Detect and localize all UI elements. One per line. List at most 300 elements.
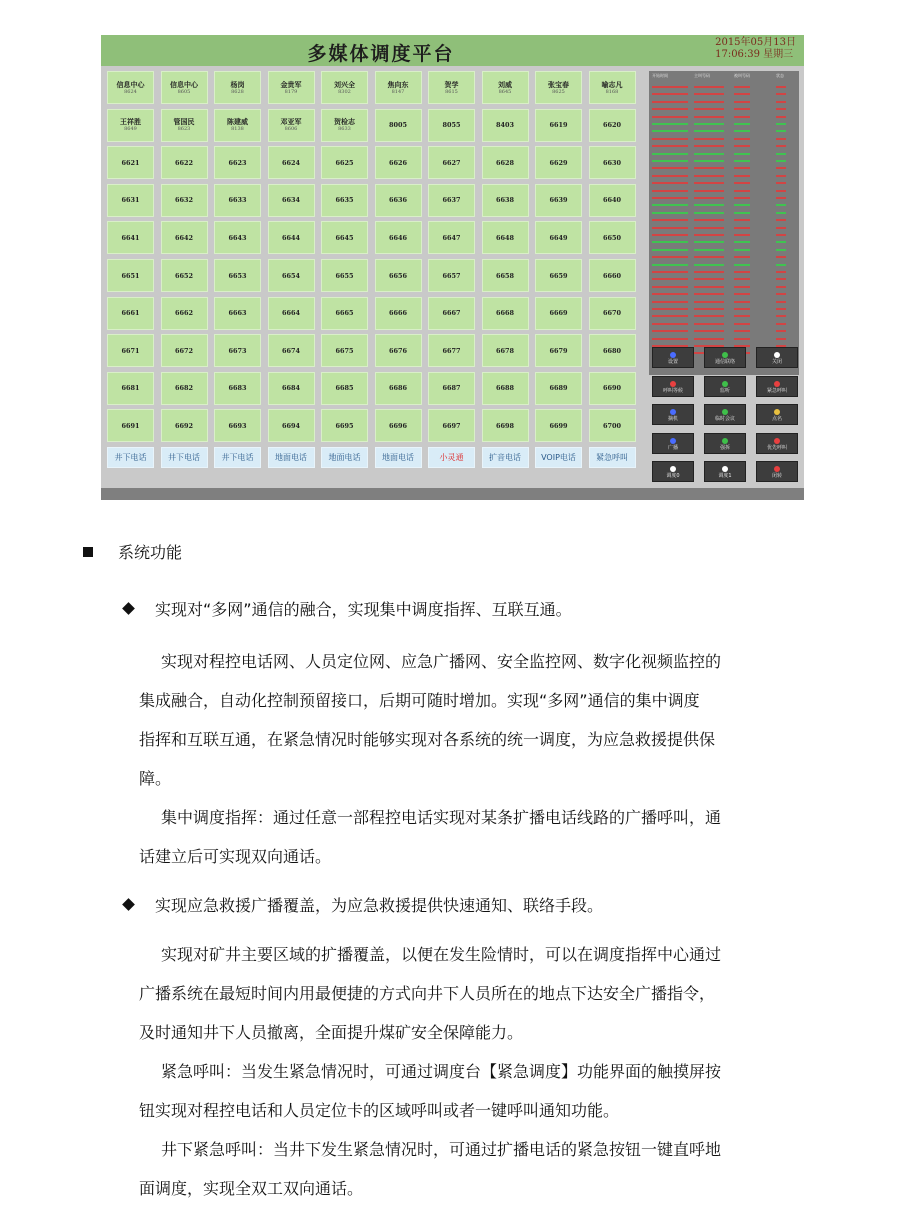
extension-number: 6696 [388,421,408,430]
extension-number: 6651 [121,271,140,280]
extension-button[interactable] [482,409,529,442]
contact-name: 金贵军 [280,79,302,89]
extension-button[interactable] [428,409,475,442]
extension-button[interactable] [482,109,529,142]
paragraph-line: 实现对程控电话网、人员定位网、应急广播网、安全监控网、数字化视频监控的 [161,652,722,671]
paragraph [139,1130,857,1208]
log-col-start: 开始时间 [652,73,668,78]
call-log-cell [776,190,786,192]
call-log-cell [652,175,688,177]
call-log-cell [776,197,786,199]
contact-name: 陈建威 [227,117,248,127]
call-log-cell [694,175,724,177]
phone-type-button[interactable]: VOIP电话 [535,447,582,468]
extension-number: 6687 [442,384,461,393]
extension-button[interactable] [375,297,422,330]
control-button-label: 呼叫等候 [662,387,683,394]
datetime-display [715,37,796,61]
extension-button[interactable] [161,372,208,405]
extension-number: 6691 [121,421,140,430]
paragraph [139,798,857,876]
control-button[interactable] [756,433,798,454]
extension-button[interactable] [321,372,368,405]
call-log-cell [652,138,688,140]
control-button-label: 设置 [667,359,678,365]
extension-button[interactable] [428,184,475,217]
call-log-cell [734,234,750,236]
extension-button[interactable] [268,184,315,217]
call-log-cell [694,123,724,125]
extension-button[interactable] [214,146,261,179]
call-log-cell [652,190,688,192]
call-log-cell [652,249,688,251]
extension-number: 6673 [228,346,247,355]
paragraph-line: 面调度，实现全双工双向通话。 [139,1179,364,1198]
call-log-cell [652,160,688,162]
extension-button[interactable] [589,109,636,142]
paragraph-line: 集成融合，自动化控制预留接口，后期可随时增加。实现“多网”通信的集中调度 [139,691,700,710]
call-log-cell [694,227,724,229]
call-log-cell [776,123,786,125]
call-log-cell [734,93,750,95]
control-button-label: 关闭 [771,359,782,365]
extension-button[interactable] [482,334,529,367]
contact-name: 信息中心 [170,79,198,89]
dispatch-platform-screenshot [101,35,804,500]
extension-button[interactable] [321,334,368,367]
extension-button[interactable] [107,184,154,217]
extension-button[interactable] [214,221,261,254]
indicator-light-icon [670,352,676,358]
paragraph-line: 及时通知井下人员撤离，全面提升煤矿安全保障能力。 [139,1023,524,1042]
call-log-row [652,290,798,297]
contact-button[interactable] [107,109,154,142]
call-log-cell [694,338,724,340]
phone-type-button[interactable]: 井下电话 [214,447,261,468]
call-log-cell [652,204,688,206]
contact-extension: 8302 [338,88,351,95]
extension-number: 6661 [121,309,140,318]
call-log-cell [694,93,724,95]
extension-button[interactable] [428,372,475,405]
extension-number: 6641 [121,233,140,242]
contact-button[interactable] [589,71,636,104]
extension-button[interactable] [161,334,208,367]
call-log-cell [652,227,688,229]
call-log-cell [694,293,724,295]
extension-number: 6637 [442,196,461,205]
extension-button[interactable] [107,297,154,330]
extension-button[interactable] [107,409,154,442]
call-log-row [652,98,798,105]
extension-button[interactable] [535,146,582,179]
contact-button[interactable] [321,71,368,104]
extension-number: 6678 [495,346,515,355]
contact-button[interactable] [214,71,261,104]
extension-number: 6634 [281,196,301,205]
contact-button[interactable] [268,109,315,142]
extension-number: 6655 [335,271,354,280]
call-log-cell [776,167,786,169]
call-log-cell [694,256,724,258]
call-log-cell [652,167,688,169]
control-button-label: 调度1 [718,473,732,480]
phone-type-button[interactable]: 地面电话 [375,447,422,468]
call-log-cell [776,256,786,258]
contact-name: 喻志凡 [601,79,623,89]
call-log-cell [776,101,786,103]
call-log-cell [694,278,724,280]
extension-button[interactable] [535,109,582,142]
contact-button[interactable] [268,71,315,104]
call-log-cell [776,219,786,221]
extension-number: 6650 [602,233,622,242]
extension-button[interactable] [428,109,475,142]
call-log-cell [734,315,750,317]
extension-button[interactable] [161,259,208,292]
call-log-row [652,201,798,208]
bullet-heading-2: 实现应急救援广播覆盖，为应急救援提供快速通知、联络手段。 [155,896,604,915]
call-log-cell [734,197,750,199]
contact-extension: 8633 [338,126,351,133]
extension-number: 6630 [602,158,622,167]
extension-number: 6658 [495,271,515,280]
call-log-cell [776,108,786,110]
call-log-row [652,164,798,171]
extension-button[interactable] [321,146,368,179]
extension-button[interactable] [161,297,208,330]
call-log-cell [652,323,688,325]
phone-type-button[interactable]: 井下电话 [161,447,208,468]
extension-number: 6665 [335,309,354,318]
extension-number: 6649 [549,233,568,242]
control-button[interactable] [652,347,694,368]
contact-extension: 8138 [231,126,244,133]
call-log-cell [694,204,724,206]
extension-number: 6627 [442,158,461,167]
extension-button[interactable] [107,259,154,292]
control-button[interactable] [652,404,694,425]
extension-button[interactable] [375,221,422,254]
extension-number: 6626 [388,158,408,167]
extension-button[interactable] [107,334,154,367]
control-button[interactable] [756,404,798,425]
call-log-cell [734,182,750,184]
call-log-cell [734,101,750,103]
call-log-cell [776,116,786,118]
control-button[interactable] [704,433,746,454]
extension-button[interactable] [268,259,315,292]
contact-button[interactable] [107,71,154,104]
contact-extension: 8168 [605,88,619,95]
extension-button[interactable] [482,146,529,179]
call-log-cell [652,264,688,266]
contact-name: 焦向东 [387,79,409,89]
extension-number: 6666 [388,309,408,318]
call-log-cell [776,315,786,317]
extension-button[interactable] [268,221,315,254]
contact-button[interactable] [321,109,368,142]
extension-button[interactable] [375,109,422,142]
call-log-row [652,127,798,134]
extension-number: 6674 [281,346,301,355]
extension-button[interactable] [535,409,582,442]
call-log-cell [694,197,724,199]
control-button[interactable] [704,347,746,368]
extension-number: 6633 [228,196,247,205]
call-log-row [652,305,798,312]
contact-name: 刘兴全 [334,79,355,89]
extension-button[interactable] [268,146,315,179]
call-log-cell [776,338,786,340]
extension-button[interactable] [589,259,636,292]
call-log-cell [776,249,786,251]
call-log-row [652,283,798,290]
extension-button[interactable] [214,297,261,330]
extension-button[interactable] [589,409,636,442]
control-button[interactable] [652,376,694,397]
control-panel [649,347,799,489]
extension-button[interactable] [375,372,422,405]
extension-button[interactable] [589,334,636,367]
extension-number: 6625 [335,158,354,167]
extension-button[interactable] [375,259,422,292]
call-log-cell [652,286,688,288]
log-col-status: 状态 [776,73,784,78]
call-log-cell [694,212,724,214]
call-log-cell [734,175,750,177]
control-button[interactable] [704,404,746,425]
extension-button[interactable] [321,221,368,254]
extension-button[interactable] [428,334,475,367]
call-log-cell [734,145,750,147]
paragraph-line: 井下紧急呼叫：当井下发生紧急情况时，可通过扩播电话的紧急按钮一键直呼地 [161,1140,722,1159]
extension-button[interactable] [321,297,368,330]
extension-button[interactable] [535,259,582,292]
title-bar [101,35,804,66]
contact-name: 管国民 [173,117,195,127]
indicator-light-icon [774,409,780,415]
extension-button[interactable] [428,221,475,254]
indicator-light-icon [774,352,780,358]
contact-extension: 8628 [231,88,244,95]
extension-number: 6640 [602,196,622,205]
extension-button[interactable] [268,372,315,405]
call-log-cell [776,293,786,295]
paragraph-line: 实现对矿井主要区域的扩播覆盖，以便在发生险情时，可以在调度指挥中心通过 [161,945,722,964]
extension-button[interactable] [161,221,208,254]
extension-number: 6662 [174,309,194,318]
contact-button[interactable] [214,109,261,142]
extension-button[interactable] [107,146,154,179]
extension-button[interactable] [375,409,422,442]
extension-number: 6623 [228,158,247,167]
call-log-cell [694,86,724,88]
call-log-row [652,187,798,194]
extension-button[interactable] [268,334,315,367]
paragraph-line: 紧急呼叫：当发生紧急情况时，可通过调度台【紧急调度】功能界面的触摸屏按 [161,1062,722,1081]
phone-type-button[interactable]: 地面电话 [268,447,315,468]
contact-button[interactable] [535,71,582,104]
extension-number: 6681 [121,384,140,393]
call-log-row [652,224,798,231]
extension-button[interactable] [268,297,315,330]
call-log-row [652,327,798,334]
date-text: 2015年05月13日 [715,37,796,48]
phone-type-button[interactable]: 扩音电话 [482,447,529,468]
control-button[interactable] [704,461,746,482]
extension-button[interactable] [375,334,422,367]
control-button[interactable] [652,433,694,454]
control-button-label: 紧急呼叫 [766,387,787,394]
call-log-cell [734,271,750,273]
contact-name: 王祥胜 [120,117,141,127]
extension-button[interactable] [161,184,208,217]
call-log-row [652,335,798,342]
indicator-light-icon [670,381,676,387]
extension-number: 6694 [281,421,301,430]
extension-number: 6698 [495,421,515,430]
call-log-cell [694,241,724,243]
contact-name: 张宝春 [548,79,569,89]
extension-number: 6663 [228,309,247,318]
extension-button[interactable] [214,259,261,292]
extension-number: 6648 [495,233,515,242]
control-button[interactable] [756,376,798,397]
extension-button[interactable] [107,221,154,254]
call-log-cell [776,182,786,184]
contact-button[interactable] [161,71,208,104]
extension-button[interactable] [375,184,422,217]
extension-button[interactable] [482,221,529,254]
contact-extension: 8147 [391,88,405,95]
extension-button[interactable] [482,184,529,217]
extension-button[interactable] [535,221,582,254]
extension-button[interactable] [589,297,636,330]
extension-button[interactable] [214,372,261,405]
call-log-cell [734,308,750,310]
call-log-row [652,150,798,157]
contact-extension: 8179 [284,88,298,95]
extension-button[interactable] [482,372,529,405]
call-log-row [652,320,798,327]
extension-button[interactable] [535,184,582,217]
contact-name: 邓亚军 [280,117,302,127]
call-log-row [652,246,798,253]
extension-number: 6679 [549,346,568,355]
diamond-bullet-icon [122,602,135,615]
extension-button[interactable] [214,409,261,442]
extension-button[interactable] [321,259,368,292]
control-button-label: 闭转 [771,473,782,480]
control-button[interactable] [652,461,694,482]
extension-button[interactable] [589,221,636,254]
extension-button[interactable] [535,334,582,367]
control-button[interactable] [756,461,798,482]
extension-number: 6697 [442,421,461,430]
control-button-label: 点名 [771,416,782,423]
call-log-cell [776,278,786,280]
call-log-cell [652,123,688,125]
call-log-cell [734,108,750,110]
log-col-callee: 被叫号码 [734,73,750,78]
extension-number: 6692 [174,421,194,430]
extension-button[interactable] [375,146,422,179]
extension-number: 6685 [335,384,354,393]
call-log-row [652,135,798,142]
call-log-cell [734,86,750,88]
extension-button[interactable] [428,259,475,292]
call-log-row [652,157,798,164]
extension-number: 6675 [335,346,354,355]
extension-button[interactable] [321,409,368,442]
extension-number: 6628 [495,158,515,167]
call-log-cell [652,301,688,303]
contact-button[interactable] [428,71,475,104]
call-log-cell [734,293,750,295]
contact-button[interactable] [375,71,422,104]
control-button[interactable] [756,347,798,368]
call-log-cell [776,130,786,132]
call-log-header [652,73,798,81]
extension-button[interactable] [482,259,529,292]
extension-button[interactable] [482,297,529,330]
extension-button[interactable] [161,409,208,442]
status-bar [101,488,804,500]
extension-button[interactable] [428,297,475,330]
indicator-light-icon [774,466,780,472]
call-log-cell [694,219,724,221]
call-log-cell [652,108,688,110]
extension-number: 6660 [602,271,622,280]
contact-button[interactable] [161,109,208,142]
extension-number: 6644 [281,233,301,242]
call-log-cell [694,130,724,132]
extension-button[interactable] [321,184,368,217]
control-button[interactable] [704,376,746,397]
extension-number: 6699 [549,421,568,430]
extension-button[interactable] [214,334,261,367]
call-log-cell [694,145,724,147]
call-log-row [652,261,798,268]
call-log-cell [734,338,750,340]
extension-button[interactable] [589,146,636,179]
call-log-cell [734,278,750,280]
extension-number: 6693 [228,421,247,430]
log-col-caller: 主叫号码 [694,73,710,78]
call-log-cell [734,286,750,288]
phone-type-button[interactable]: 井下电话 [107,447,154,468]
call-log-row [652,194,798,201]
extension-button[interactable] [589,184,636,217]
phone-type-button[interactable]: 小灵通 [428,447,475,468]
call-log-cell [652,256,688,258]
phone-type-button[interactable]: 紧急呼叫 [589,447,636,468]
extension-button[interactable] [535,372,582,405]
extension-button[interactable] [589,372,636,405]
extension-button[interactable] [214,184,261,217]
phone-type-button[interactable]: 地面电话 [321,447,368,468]
call-log-row [652,172,798,179]
extension-button[interactable] [428,146,475,179]
extension-number: 6620 [602,121,622,130]
extension-button[interactable] [161,146,208,179]
contact-button[interactable] [482,71,529,104]
extension-button[interactable] [268,409,315,442]
call-log-cell [652,219,688,221]
extension-button[interactable] [535,297,582,330]
extension-button[interactable] [107,372,154,405]
